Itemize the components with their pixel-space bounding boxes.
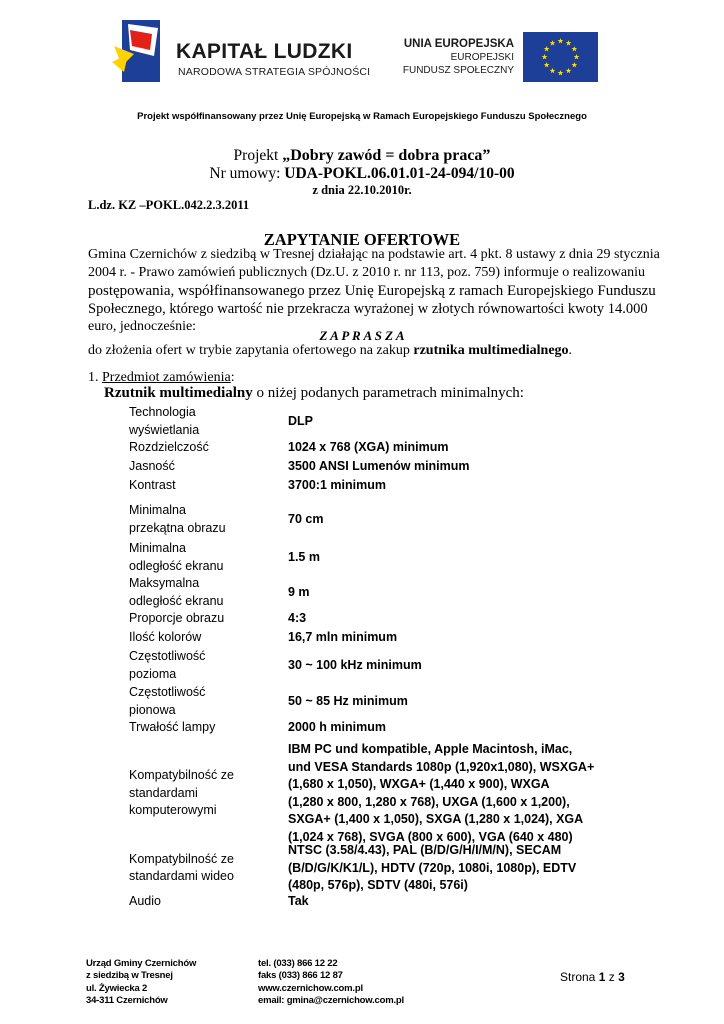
spec-label: [129, 851, 269, 886]
spec-value-line: SXGA+ (1,400 x 1,050), SXGA (1,280 x 1,024), XGA: [288, 812, 584, 826]
invitation-subject: rzutnika multimedialnego: [413, 343, 569, 358]
page-current: 1: [598, 970, 606, 984]
spec-value: [288, 842, 608, 895]
spec-label-line: Audio: [129, 894, 161, 908]
spec-label-line: Maksymalna: [129, 576, 200, 590]
cofinancing-note: Projekt współfinansowany przez Unię Europejską w Ramach Europejskiego Funduszu Społecznego: [137, 111, 587, 122]
spec-value-line: 3700:1 minimum: [288, 478, 386, 492]
spec-value-line: 16,7 mln minimum: [288, 630, 398, 644]
spec-label-line: pozioma: [129, 666, 177, 681]
footer-fax: faks (033) 866 12 87: [258, 970, 343, 982]
spec-label-line: Rozdzielczość: [129, 440, 209, 454]
eu-star-icon: [544, 62, 550, 67]
spec-value-line: (1,024 x 768), SVGA (800 x 600), VGA (640 x 480): [288, 829, 573, 844]
spec-value: [288, 477, 608, 495]
spec-label-line: Częstotliwość: [129, 649, 206, 663]
spec-label-line: Kontrast: [129, 478, 176, 492]
eu-star-icon: [572, 46, 578, 51]
eu-star-icon: [544, 46, 550, 51]
spec-label: [129, 629, 269, 647]
section-1-colon: :: [230, 370, 235, 385]
spec-value-line: und VESA Standards 1080p (1,920x1,080), WSXGA+: [288, 759, 595, 774]
spec-label-line: wyświetlania: [129, 422, 200, 437]
kapital-ludzki-emblem-icon: [108, 16, 176, 86]
eu-label-line3: FUNDUSZ SPOŁECZNY: [402, 65, 514, 76]
page-total: 3: [618, 970, 625, 984]
eu-flag-icon: [523, 32, 598, 82]
section-1-title: Przedmiot zamówienia: [102, 370, 231, 385]
spec-value-line: 30 ~ 100 kHz minimum: [288, 657, 422, 672]
contract-line: [0, 165, 724, 183]
eu-label-line1: UNIA EUROPEJSKA: [403, 38, 514, 50]
page-number: [560, 970, 625, 984]
spec-value-line: 1.5 m: [288, 549, 320, 564]
spec-label-line: Jasność: [129, 459, 175, 473]
spec-label-line: Minimalna: [129, 541, 186, 555]
spec-label: [129, 893, 269, 911]
spec-label: [129, 684, 269, 719]
contract-number: UDA-POKL.06.01.01-24-094/10-00: [284, 165, 515, 182]
subject-line: [104, 385, 524, 402]
spec-label-line: odległość ekranu: [129, 593, 224, 608]
spec-value-line: DLP: [288, 413, 313, 428]
spec-value: [288, 610, 608, 628]
footer-website: www.czernichow.com.pl: [258, 982, 363, 994]
page-prefix: Strona: [560, 970, 599, 984]
footer-address-line: z siedzibą w Tresnej: [86, 970, 173, 982]
spec-label-line: Trwałość lampy: [129, 720, 216, 734]
spec-label: [129, 719, 269, 737]
intro-line-3: postępowania, współfinansowanego przez Unię Europejską z ramach Europejskiego Funduszu: [88, 283, 656, 299]
spec-value-line: 2000 h minimum: [288, 720, 386, 734]
spec-label: [129, 502, 269, 537]
document-title: ZAPYTANIE OFERTOWE: [263, 230, 461, 249]
subject-rest: o niżej podanych parametrach minimalnych:: [252, 385, 524, 401]
subject-name: Rzutnik multimedialny: [104, 385, 253, 401]
kapital-ludzki-logo: [108, 16, 176, 86]
spec-label: [129, 610, 269, 628]
spec-label: [129, 575, 269, 610]
footer-address: [86, 958, 196, 1007]
project-name: „Dobry zawód = dobra praca”: [282, 147, 491, 164]
spec-label-line: Proporcje obrazu: [129, 611, 225, 625]
spec-label: [129, 648, 269, 683]
section-1-number: 1.: [88, 370, 102, 385]
contract-prefix: Nr umowy:: [209, 165, 285, 182]
eu-star-icon: [550, 40, 556, 45]
spec-value-line: 9 m: [288, 584, 310, 599]
spec-value: [288, 413, 608, 431]
spec-value-line: 3500 ANSI Lumenów minimum: [288, 459, 470, 473]
spec-value: [288, 657, 608, 675]
spec-label-line: Częstotliwość: [129, 685, 206, 699]
spec-value-line: (480p, 576p), SDTV (480i, 576i): [288, 878, 468, 892]
spec-label-line: przekątna obrazu: [129, 520, 226, 535]
spec-label: [129, 458, 269, 476]
spec-value-line: 50 ~ 85 Hz minimum: [288, 693, 408, 708]
invitation-end: .: [568, 343, 573, 358]
spec-label: [129, 767, 269, 820]
page-sep: z: [605, 970, 619, 984]
eu-star-icon: [574, 54, 580, 59]
spec-value-line: (1,680 x 1,050), WXGA+ (1,440 x 900), WXGA: [288, 777, 550, 791]
footer-phone: tel. (033) 866 12 22: [258, 958, 338, 969]
spec-label-line: Kompatybilność ze: [129, 768, 234, 783]
footer-email: email: gmina@czernichow.com.pl: [258, 994, 404, 1006]
spec-value: [288, 439, 608, 457]
spec-value: [288, 511, 608, 529]
spec-value-line: NTSC (3.58/4.43), PAL (B/D/G/H/I/M/N), SECAM: [288, 843, 562, 857]
spec-value-line: Tak: [288, 894, 309, 908]
spec-value: [288, 693, 608, 711]
project-prefix: Projekt: [233, 147, 283, 164]
spec-value: [288, 741, 608, 846]
spec-label: [129, 439, 269, 457]
spec-value: [288, 458, 608, 476]
invitation-text: do złożenia ofert w trybie zapytania ofertowego na zakup: [88, 343, 414, 358]
intro-line-4: Społecznego, którego wartość nie przekracza wyrażonej w złotych równowartości kwoty 14.000: [88, 301, 648, 317]
spec-value: [288, 549, 608, 567]
contract-date: z dnia 22.10.2010r.: [312, 183, 412, 197]
spec-label-line: Kompatybilność ze: [129, 851, 234, 866]
spec-value: [288, 893, 608, 911]
spec-value: [288, 584, 608, 602]
spec-label-line: odległość ekranu: [129, 558, 224, 573]
logo-subtitle: NARODOWA STRATEGIA SPÓJNOŚCI: [178, 66, 371, 78]
eu-star-icon: [566, 68, 572, 73]
spec-value-line: IBM PC und kompatible, Apple Macintosh, iMac,: [288, 742, 573, 756]
spec-value-line: 70 cm: [288, 511, 324, 526]
intro-line-5: euro, jednocześnie:: [88, 319, 197, 334]
spec-value-line: 4:3: [288, 611, 307, 625]
spec-label-line: standardami: [129, 785, 198, 800]
spec-label-line: Minimalna: [129, 503, 186, 517]
spec-label: [129, 477, 269, 495]
footer-address-line: Urząd Gminy Czernichów: [86, 958, 197, 969]
spec-label-line: pionowa: [129, 702, 176, 717]
spec-label: [129, 404, 269, 439]
spec-value: [288, 629, 608, 647]
eu-label-line2: EUROPEJSKI: [450, 52, 514, 63]
intro-line-1: Gmina Czernichów z siedzibą w Tresnej działając na podstawie art. 4 pkt. 8 ustawy z dnia 29 stycznia: [88, 247, 660, 262]
project-line: [0, 147, 724, 165]
eu-star-icon: [566, 40, 572, 45]
eu-star-icon: [542, 54, 548, 59]
zaprasza-heading: Z A P R A S Z A: [319, 328, 405, 343]
reference-number: L.dz. KZ –POKL.042.2.3.2011: [88, 198, 250, 212]
eu-star-icon: [572, 62, 578, 67]
footer-contact: [258, 958, 404, 1007]
footer-address-line: 34-311 Czernichów: [86, 994, 168, 1006]
logo-title: KAPITAŁ LUDZKI: [176, 40, 353, 63]
spec-label-line: standardami wideo: [129, 869, 234, 884]
spec-value-line: (B/D/G/K/K1/L), HDTV (720p, 1080i, 1080p), EDTV: [288, 860, 577, 875]
eu-star-icon: [550, 68, 556, 73]
spec-label-line: komputerowymi: [129, 803, 217, 818]
intro-line-2: 2004 r. - Prawo zamówień publicznych (Dz.U. z 2010 r. nr 113, poz. 759) informuje o realizowaniu: [88, 265, 645, 280]
spec-value-line: 1024 x 768 (XGA) minimum: [288, 440, 449, 454]
eu-star-icon: [558, 70, 564, 75]
spec-value: [288, 719, 608, 737]
spec-value-line: (1,280 x 800, 1,280 x 768), UXGA (1,600 x 1,200),: [288, 794, 570, 809]
spec-label: [129, 540, 269, 575]
footer-address-line: ul. Żywiecka 2: [86, 982, 148, 994]
spec-label-line: Ilość kolorów: [129, 630, 202, 644]
eu-star-icon: [558, 38, 564, 43]
spec-label-line: Technologia: [129, 405, 196, 419]
invitation-line: [88, 342, 637, 360]
